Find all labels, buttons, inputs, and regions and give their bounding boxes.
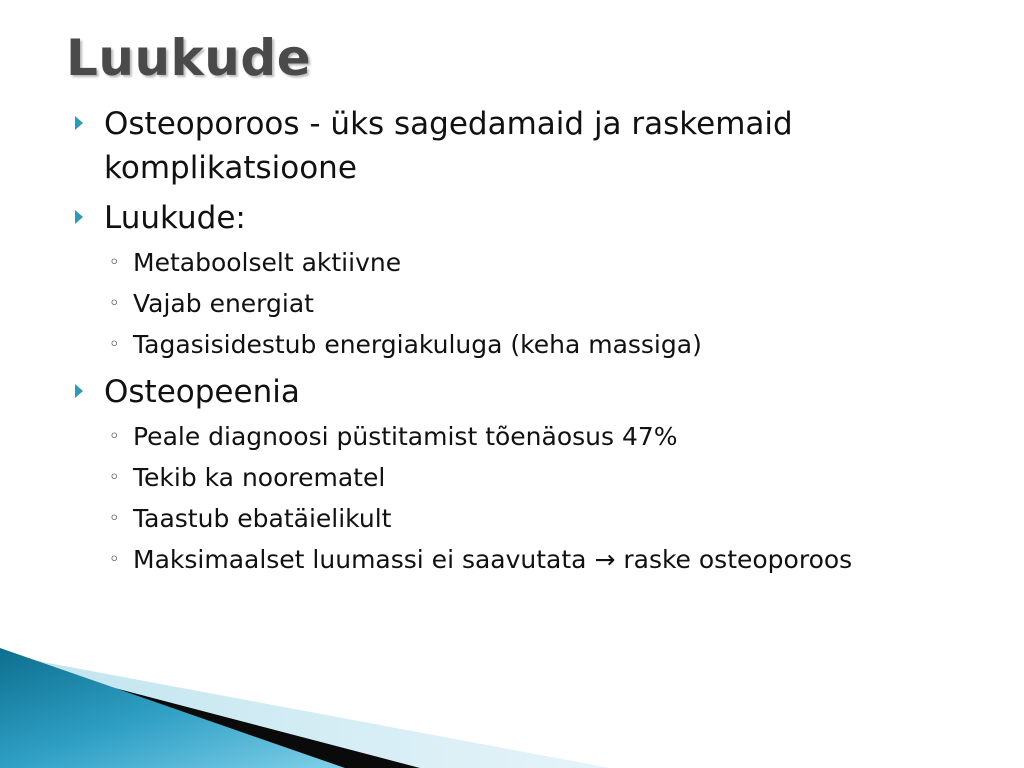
bullet-text: Taastub ebatäielikult	[133, 504, 392, 533]
bullet-text: Peale diagnoosi püstitamist tõenäosus 47%	[133, 422, 678, 451]
bullet-item-level2	[109, 500, 993, 538]
bullet-text: Tekib ka noorematel	[133, 463, 386, 492]
circle-bullet-icon: ◦	[109, 334, 120, 355]
bullet-text: Osteopeenia	[104, 374, 300, 410]
bullet-item-level1	[104, 102, 984, 190]
circle-bullet-icon: ◦	[109, 549, 120, 570]
circle-bullet-icon: ◦	[109, 426, 120, 447]
bullet-text: Maksimaalset luumassi ei saavutata → raske osteoporoos	[133, 545, 853, 574]
bullet-item-level2	[109, 244, 993, 282]
bullet-text: Luukude:	[104, 200, 246, 236]
bullet-text: Tagasisidestub energiakuluga (keha massiga)	[133, 330, 702, 359]
triangle-bullet-icon	[75, 384, 83, 398]
bullet-item-level1	[104, 370, 984, 414]
circle-bullet-icon: ◦	[109, 467, 120, 488]
bullet-text: Vajab energiat	[133, 289, 314, 318]
bullet-item-level2	[109, 418, 993, 456]
circle-bullet-icon: ◦	[109, 508, 120, 529]
circle-bullet-icon: ◦	[109, 252, 120, 273]
bullet-item-level2	[109, 326, 993, 364]
bullet-item-level2	[109, 459, 993, 497]
triangle-bullet-icon	[75, 116, 83, 130]
decorative-wave-graphic	[0, 640, 1024, 768]
bullet-item-level2	[109, 285, 993, 323]
slide-content	[0, 96, 1024, 579]
bullet-text: Metaboolselt aktiivne	[133, 248, 402, 277]
blue-wave-shape	[0, 648, 345, 768]
bullet-text: Osteoporoos - üks sagedamaid ja raskemaid komplikatsioone	[104, 106, 793, 186]
bullet-item-level1	[104, 196, 984, 240]
slide-title: Luukude	[66, 29, 312, 87]
circle-bullet-icon: ◦	[109, 293, 120, 314]
bullet-item-level2	[109, 541, 993, 579]
triangle-bullet-icon	[75, 210, 83, 224]
